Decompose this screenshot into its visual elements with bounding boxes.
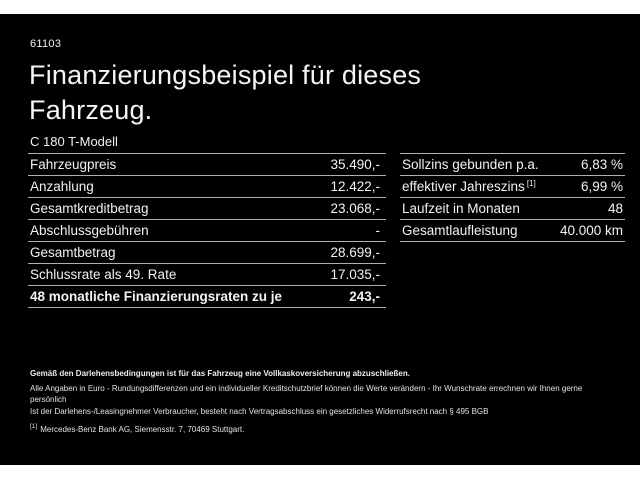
table-row-abschlussgebuehren — [28, 219, 386, 241]
page-title-line1: Finanzierungsbeispiel für dieses — [29, 60, 422, 90]
row-value: 17.035,- — [330, 267, 380, 282]
footnote-marker: [1] — [30, 423, 38, 431]
row-value: - — [375, 223, 380, 238]
fineprint-line3: Ist der Darlehens-/Leasingnehmer Verbraucher, besteht nach Vertragsabschluss ein gesetzliches Widerrufsrecht nach § 495 BGB — [30, 406, 489, 416]
row-label: Laufzeit in Monaten — [402, 201, 520, 216]
row-label: Gesamtbetrag — [30, 245, 116, 260]
financing-slide — [0, 14, 640, 465]
row-label — [402, 179, 536, 194]
table-row-anzahlung — [28, 175, 386, 197]
row-label: Schlussrate als 49. Rate — [30, 267, 177, 282]
table-row-laufzeit — [400, 197, 625, 219]
row-label: Gesamtkreditbetrag — [30, 201, 149, 216]
fineprint-bold-line: Gemäß den Darlehensbedingungen ist für das Fahrzeug eine Vollkaskoversicherung abzuschließen. — [30, 369, 410, 378]
row-label-text: effektiver Jahreszins — [402, 179, 525, 194]
table-row-gesamtbetrag — [28, 241, 386, 263]
row-label: Gesamtlaufleistung — [402, 223, 518, 238]
conditions-table — [400, 153, 625, 242]
fineprint-line2: Alle Angaben in Euro - Rundungsdifferenzen und ein individueller Kreditschutzbrief können die Werte verändern - Ihr Wunschrate errechnen wir Ihnen gerne persönlich — [30, 383, 583, 404]
fineprint-footnote — [30, 424, 612, 436]
row-value: 40.000 km — [559, 223, 623, 238]
table-row-monatsrate — [28, 285, 386, 307]
row-label: Anzahlung — [30, 179, 94, 194]
row-label: Fahrzeugpreis — [30, 157, 117, 172]
row-value: 48 — [607, 201, 623, 216]
page-title-line2: Fahrzeug. — [29, 95, 153, 125]
row-label: 48 monatliche Finanzierungsraten zu je — [30, 289, 283, 304]
footnote-text: Mercedes-Benz Bank AG, Siemensstr. 7, 70469 Stuttgart. — [40, 425, 245, 434]
table-row-effektiver-jahreszins — [400, 175, 625, 197]
vehicle-model: C 180 T-Modell — [30, 134, 118, 149]
row-value: 23.068,- — [330, 201, 380, 216]
row-value: 6,83 % — [580, 157, 623, 172]
page-title — [29, 58, 421, 128]
table-row-schlussrate — [28, 263, 386, 285]
table-row-fahrzeugpreis — [28, 153, 386, 175]
table-row-gesamtkreditbetrag — [28, 197, 386, 219]
table-row-gesamtlaufleistung — [400, 219, 625, 241]
row-label: Sollzins gebunden p.a. — [402, 157, 539, 172]
row-value: 28.699,- — [330, 245, 380, 260]
row-value: 12.422,- — [330, 179, 380, 194]
row-label: Abschlussgebühren — [30, 223, 149, 238]
finance-table — [28, 153, 386, 308]
doc-code: 61103 — [30, 38, 62, 50]
row-value: 35.490,- — [330, 157, 380, 172]
fineprint-block — [30, 368, 612, 436]
footnote-ref: [1] — [526, 178, 536, 188]
row-value: 6,99 % — [580, 179, 623, 194]
row-value: 243,- — [349, 289, 380, 304]
table-row-sollzins — [400, 153, 625, 175]
